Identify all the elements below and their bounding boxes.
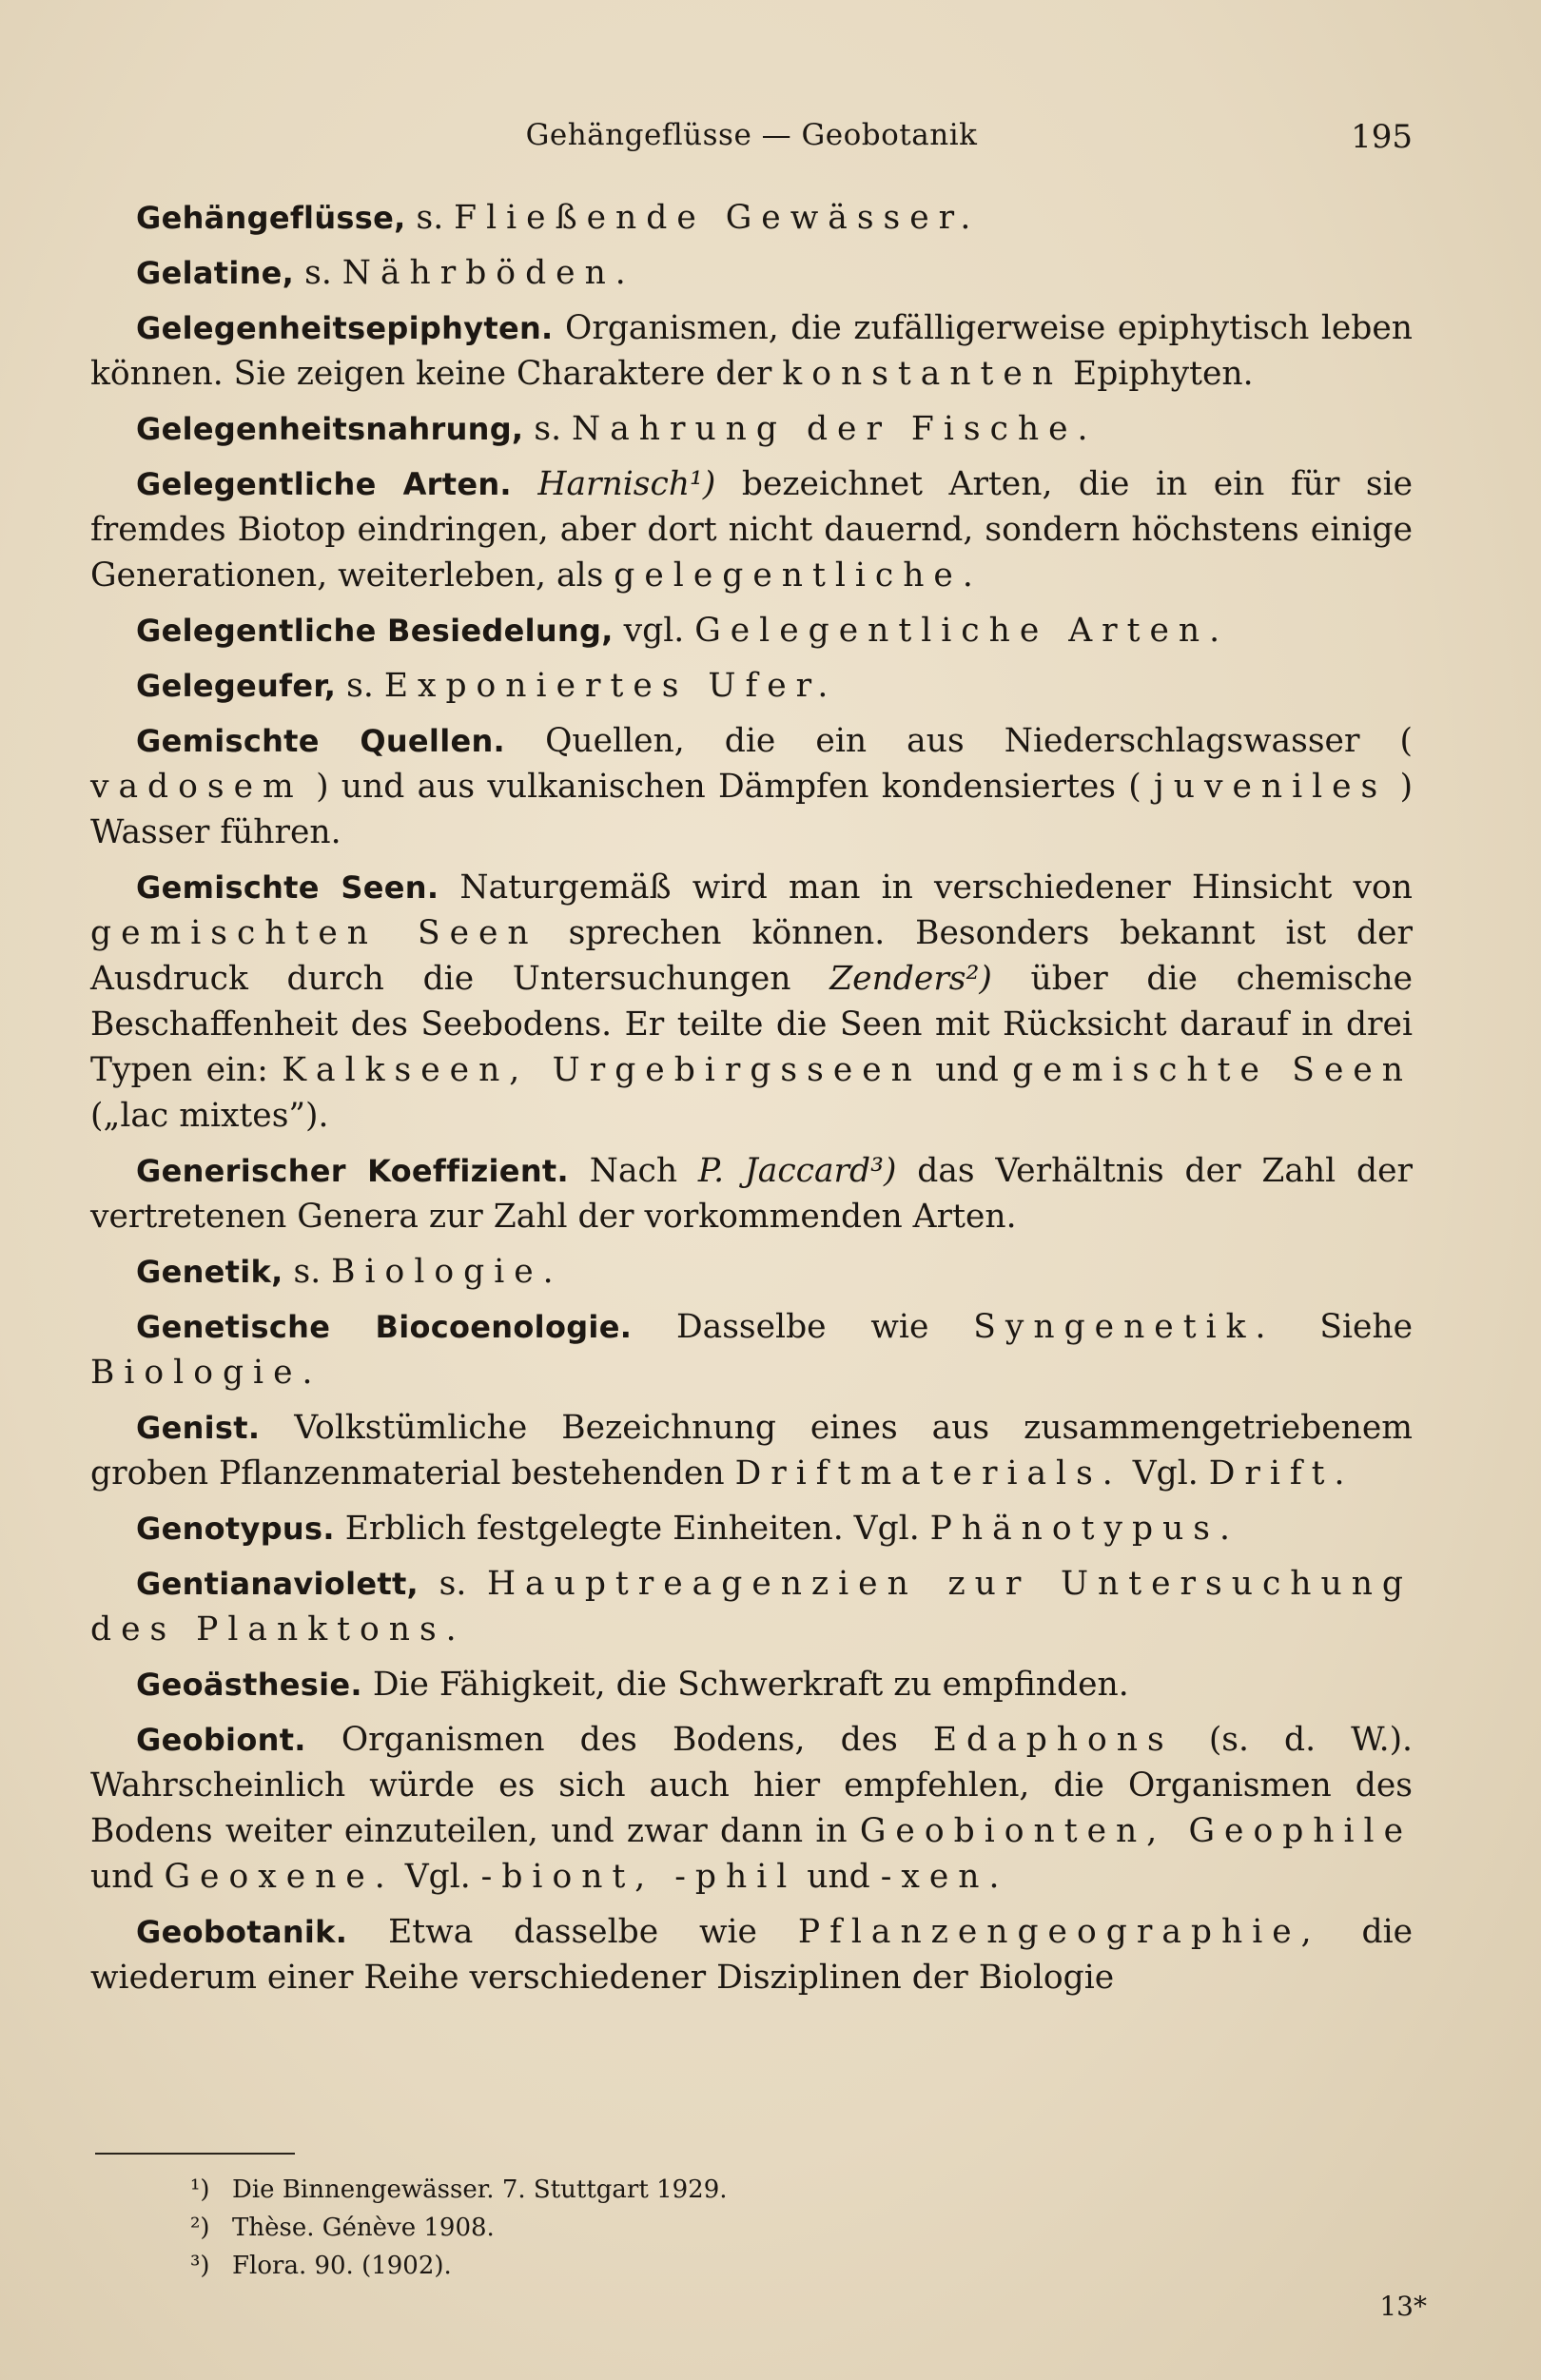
dictionary-entry xyxy=(90,1249,1413,1295)
spaced-emphasis-text: Geoxene. xyxy=(164,1858,395,1896)
entry-headword: Geoästhesie. xyxy=(136,1667,362,1703)
spaced-emphasis-text: Pflanzengeographie, xyxy=(797,1913,1321,1951)
entry-headword: Gelatine, xyxy=(136,255,295,291)
spaced-emphasis-text: Syngenetik. xyxy=(973,1308,1276,1346)
page-header xyxy=(90,112,1413,169)
spaced-emphasis-text: Biologie. xyxy=(90,1354,322,1392)
footnotes xyxy=(190,2171,1237,2285)
dictionary-entry xyxy=(90,195,1413,241)
dictionary-entry xyxy=(90,1148,1413,1239)
entry-text: Siehe xyxy=(1319,1308,1414,1346)
dictionary-entry xyxy=(90,406,1413,452)
entry-text: Naturgemäß wird man in verschiedener Hinsicht von xyxy=(459,868,1413,907)
entry-text: s. xyxy=(416,199,444,237)
entry-text: s. xyxy=(439,1565,467,1603)
spaced-emphasis-text: -biont, -phil xyxy=(480,1858,797,1896)
entry-text: Dasselbe wie xyxy=(676,1308,929,1346)
entry-headword: Gemischte Quellen. xyxy=(136,723,506,759)
entry-headword: Geobotanik. xyxy=(136,1914,348,1950)
entry-text: die wiederum einer Reihe verschiedener Disziplinen der Biologie xyxy=(90,1913,1414,1997)
dictionary-entry xyxy=(90,1405,1413,1496)
entry-text: und xyxy=(807,1858,870,1896)
dictionary-entry xyxy=(90,1506,1413,1551)
dictionary-entry xyxy=(90,1717,1413,1900)
entry-headword: Genetik, xyxy=(136,1254,283,1290)
dictionary-entry xyxy=(90,305,1413,397)
footnote-marker: ³) xyxy=(190,2252,210,2280)
entry-text: Organismen, die zufälligerweise epiphytisch leben können. Sie zeigen keine Charaktere der xyxy=(90,309,1414,393)
entry-headword: Gemischte Seen. xyxy=(136,869,439,906)
footnote xyxy=(190,2247,1237,2285)
italic-author-reference: Zenders²) xyxy=(829,960,992,998)
entry-text: ) Wasser führen. xyxy=(90,768,1414,851)
entry-text: ) und aus vulkanischen Dämpfen kondensiertes ( xyxy=(316,768,1141,806)
entry-text: Die Fähigkeit, die Schwerkraft zu empfinden. xyxy=(372,1666,1129,1704)
entry-text: (s. d. W.). Wahrscheinlich würde es sich auch hier empfehlen, die Organismen des Bodens weiter einzuteilen, und zwar dann in xyxy=(90,1721,1413,1850)
dictionary-entry xyxy=(90,1304,1413,1395)
footnote-text: Flora. 90. (1902). xyxy=(232,2252,452,2280)
entry-text: Etwa dasselbe wie xyxy=(388,1913,757,1951)
entry-headword: Gentianaviolett, xyxy=(136,1566,419,1602)
dictionary-entry xyxy=(90,1561,1413,1652)
footnote-text: Thèse. Génève 1908. xyxy=(232,2214,495,2242)
entry-headword: Genist. xyxy=(136,1410,261,1446)
entry-headword: Gelegenheitsnahrung, xyxy=(136,411,524,447)
dictionary-entry xyxy=(90,663,1413,709)
entry-text: s. xyxy=(293,1253,322,1291)
entry-text: Quellen, die ein aus Niederschlagswasser ( xyxy=(545,722,1413,760)
dictionary-entries xyxy=(90,195,1413,2010)
entry-text: bezeichnet Arten, die in ein für sie fremdes Biotop eindringen, aber dort nicht dauernd, sondern höchstens einige Generationen, weiterleben, als xyxy=(90,465,1414,595)
entry-headword: Gelegentliche Arten. xyxy=(136,466,512,502)
entry-text: Organismen des Bodens, des xyxy=(341,1721,898,1759)
entry-text: über die chemische Beschaffenheit des Seebodens. Er teilte die Seen mit Rücksicht darauf in drei Typen ein: xyxy=(90,960,1414,1089)
entry-text: s. xyxy=(346,667,374,705)
spaced-emphasis-text: Nahrung der Fische. xyxy=(572,410,1098,448)
running-title: Gehängeflüsse — Geobotanik xyxy=(525,118,978,152)
spaced-emphasis-text: gemischten Seen xyxy=(90,914,538,952)
entry-headword: Geobiont. xyxy=(136,1722,306,1758)
dictionary-entry xyxy=(90,250,1413,296)
dictionary-entry xyxy=(90,1909,1413,2000)
spaced-emphasis-text: Drift. xyxy=(1208,1454,1355,1492)
spaced-emphasis-text: Edaphons xyxy=(932,1721,1174,1759)
entry-text: („lac mixtes”). xyxy=(90,1097,329,1135)
dictionary-entry xyxy=(90,461,1413,598)
footnote xyxy=(190,2209,1237,2247)
spaced-emphasis-text: -xen. xyxy=(880,1858,1009,1896)
entry-text: sprechen können. Besonders bekannt ist der Ausdruck durch die Untersuchungen xyxy=(90,914,1414,998)
spaced-emphasis-text: Geobionten, Geophile xyxy=(859,1812,1414,1850)
entry-text: Nach xyxy=(589,1152,678,1190)
spaced-emphasis-text: Biologie. xyxy=(331,1253,563,1291)
entry-text: Epiphyten. xyxy=(1073,355,1254,393)
italic-author-reference: P. Jaccard³) xyxy=(697,1152,897,1190)
spaced-emphasis-text: gelegentliche. xyxy=(614,556,983,595)
entry-text: Vgl. xyxy=(404,1858,471,1896)
entry-text: Volkstümliche Bezeichnung eines aus zusammengetriebenem groben Pflanzenmaterial bestehenden xyxy=(90,1409,1414,1492)
dictionary-entry xyxy=(90,865,1413,1139)
spaced-emphasis-text: vadosem xyxy=(90,768,303,806)
entry-text: und xyxy=(90,1858,154,1896)
page-number: 195 xyxy=(1351,118,1413,156)
entry-headword: Generischer Koeffizient. xyxy=(136,1153,569,1189)
dictionary-entry xyxy=(90,718,1413,855)
entry-headword: Gelegenheitsepiphyten. xyxy=(136,310,554,346)
spaced-emphasis-text: juveniles xyxy=(1154,768,1388,806)
dictionary-entry xyxy=(90,608,1413,654)
footnote-divider xyxy=(95,2153,295,2155)
entry-text: und xyxy=(935,1051,999,1089)
footnote-text: Die Binnengewässer. 7. Stuttgart 1929. xyxy=(232,2175,728,2204)
entry-headword: Genetische Biocoenologie. xyxy=(136,1309,633,1345)
entry-text: s. xyxy=(304,254,332,292)
entry-text: Erblich festgelegte Einheiten. Vgl. xyxy=(344,1510,920,1548)
entry-text: Vgl. xyxy=(1132,1454,1199,1492)
entry-text: das Verhältnis der Zahl der vertretenen Genera zur Zahl der vorkommenden Arten. xyxy=(90,1152,1413,1236)
spaced-emphasis-text: Kalkseen, Urgebirgsseen xyxy=(282,1051,922,1089)
spaced-emphasis-text: Phänotypus. xyxy=(929,1510,1239,1548)
spaced-emphasis-text: Fließende Gewässer. xyxy=(454,199,981,237)
entry-text: s. xyxy=(534,410,562,448)
footnote-marker: ¹) xyxy=(190,2175,210,2204)
entry-headword: Gelegentliche Besiedelung, xyxy=(136,613,614,649)
spaced-emphasis-text: Gelegentliche Arten. xyxy=(694,612,1230,650)
dictionary-entry xyxy=(90,1662,1413,1707)
entry-text: vgl. xyxy=(623,612,685,650)
footnote xyxy=(190,2171,1237,2209)
entry-headword: Gehängeflüsse, xyxy=(136,200,406,236)
footnote-marker: ²) xyxy=(190,2214,210,2242)
italic-author-reference: Harnisch¹) xyxy=(537,465,716,503)
spaced-emphasis-text: Driftmaterials. xyxy=(734,1454,1122,1492)
spaced-emphasis-text: konstanten xyxy=(782,355,1063,393)
spaced-emphasis-text: Exponiertes Ufer. xyxy=(383,667,838,705)
spaced-emphasis-text: gemischte Seen xyxy=(1012,1051,1413,1089)
spaced-emphasis-text: Hauptreagenzien zur Untersuchung des Planktons. xyxy=(90,1565,1414,1648)
spaced-emphasis-text: Nährböden. xyxy=(341,254,635,292)
entry-headword: Gelegeufer, xyxy=(136,668,337,704)
printer-signature-mark: 13* xyxy=(1379,2291,1427,2322)
entry-headword: Genotypus. xyxy=(136,1511,335,1547)
